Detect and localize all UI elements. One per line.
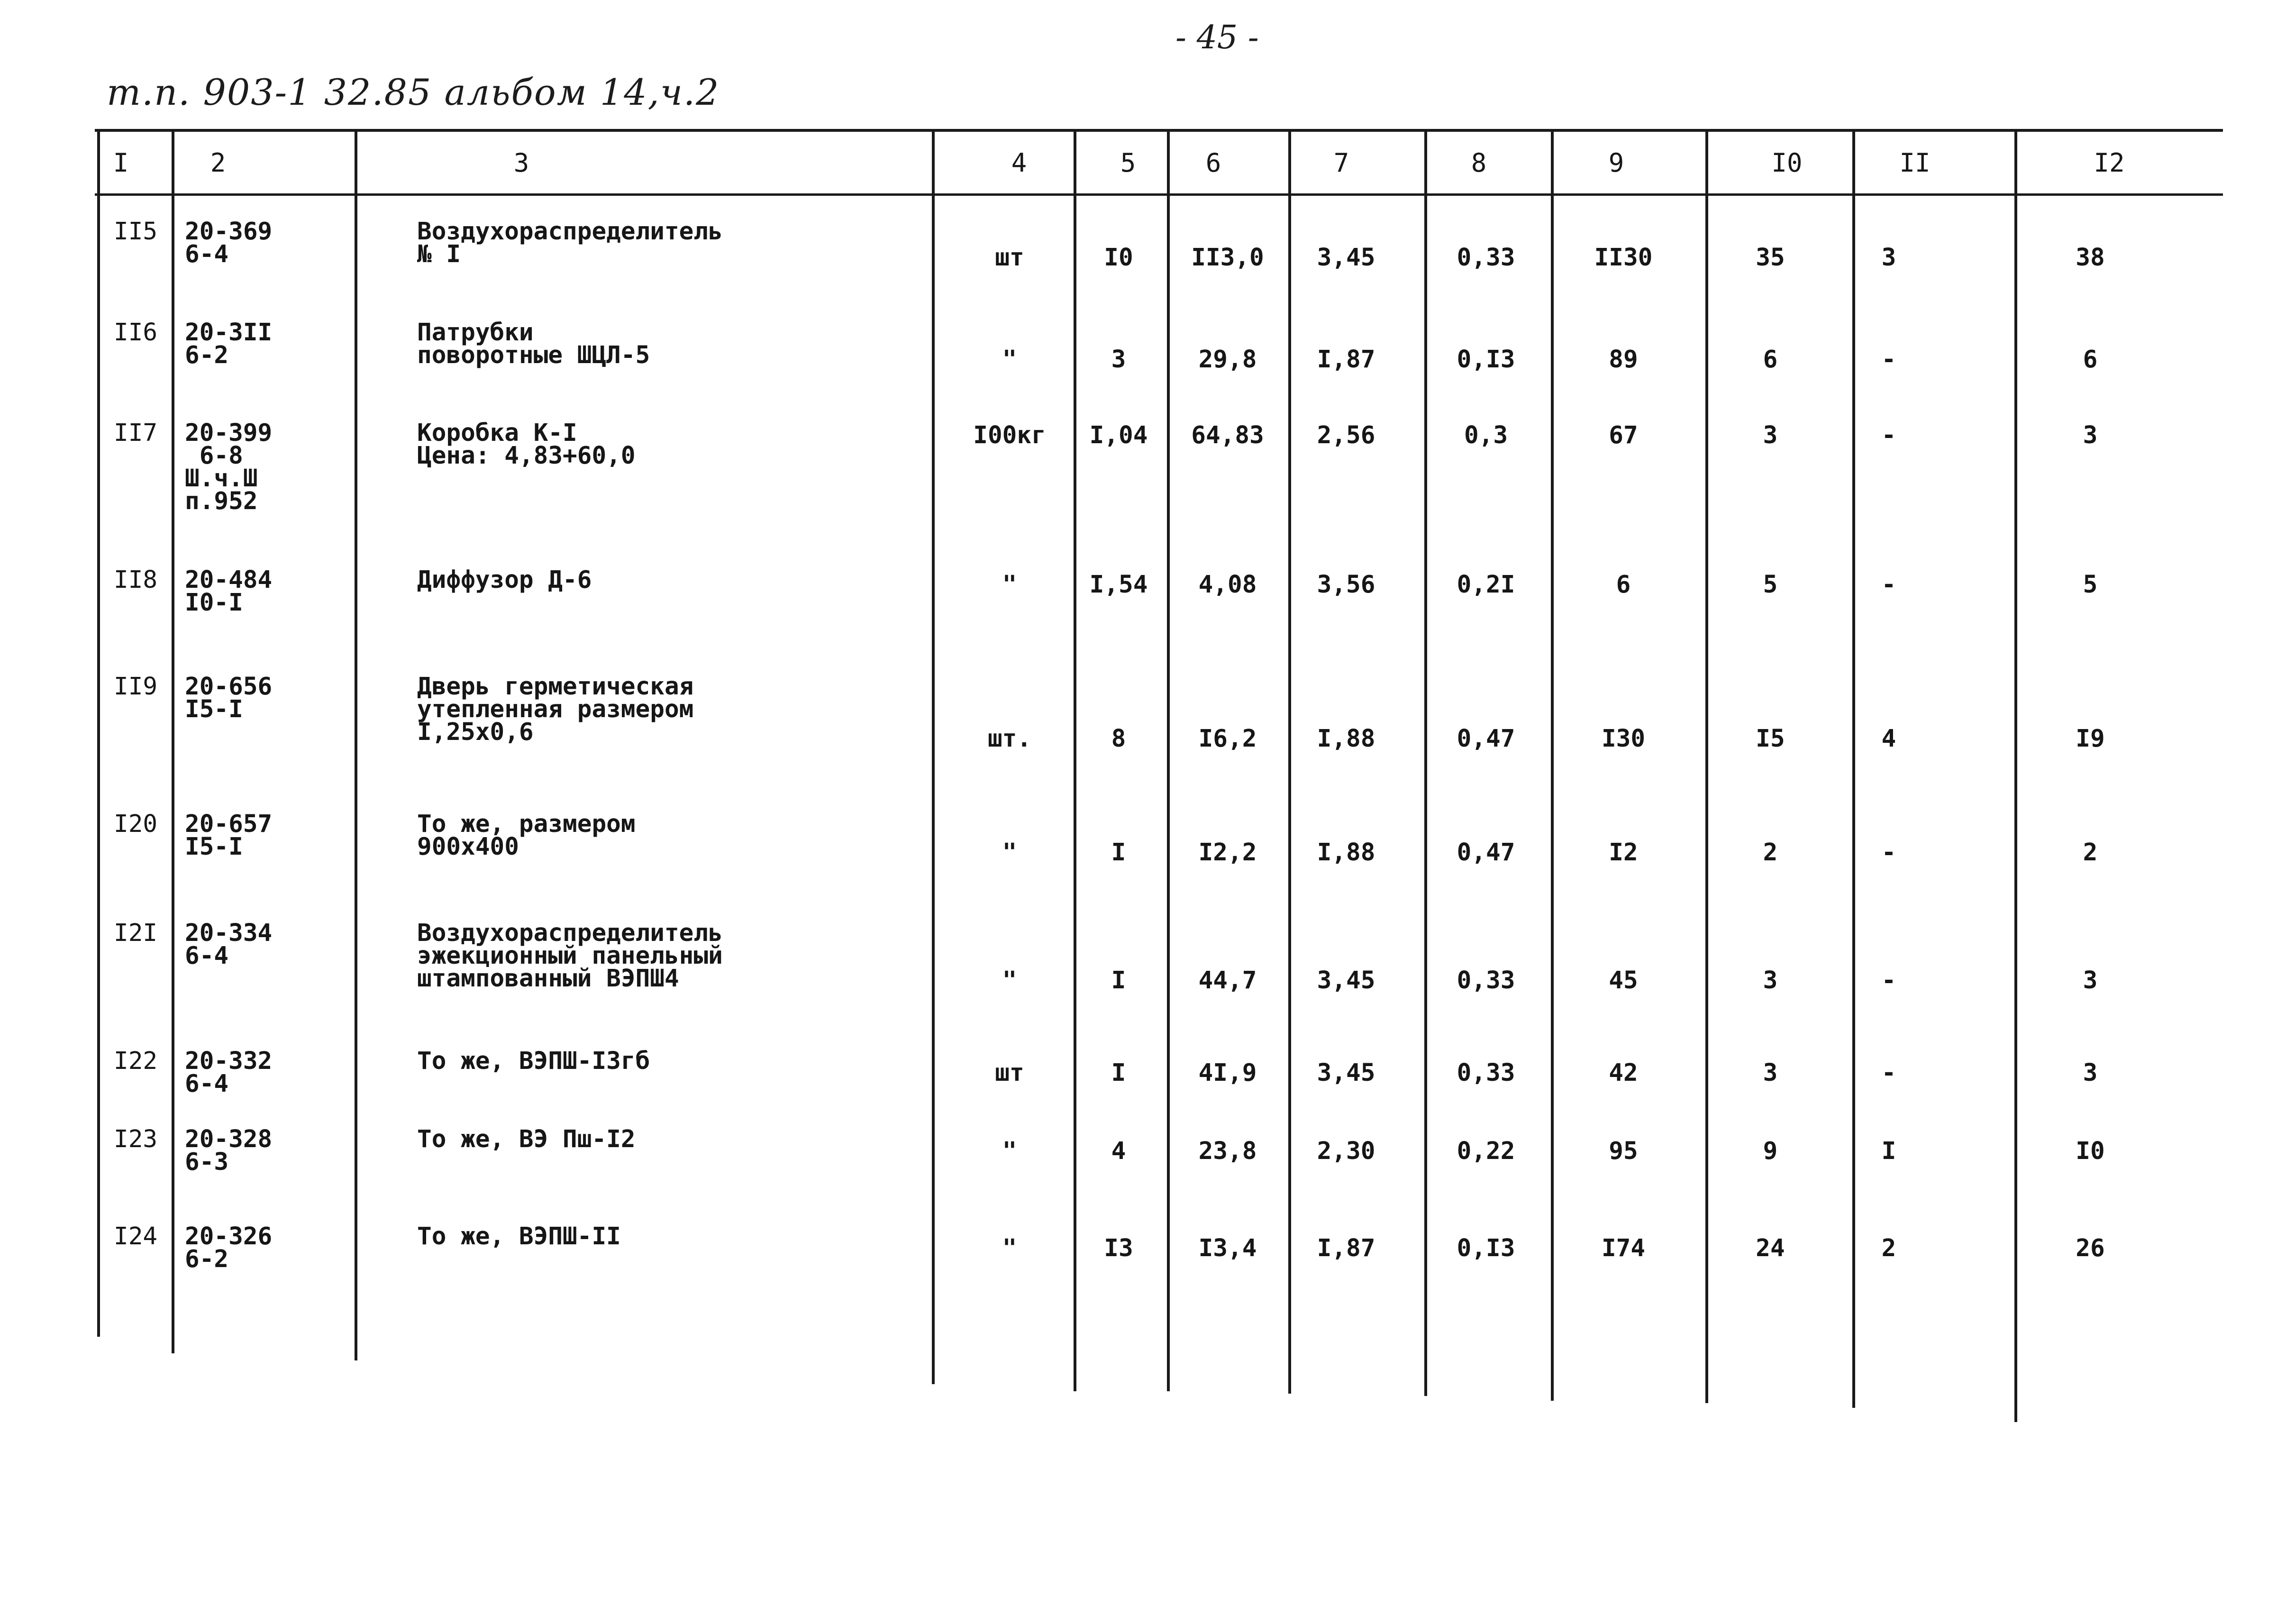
unit: "	[1002, 967, 1017, 994]
column-header: 8	[1471, 148, 1487, 178]
col-9-value: 95	[1609, 1137, 1638, 1165]
col-12-value: 26	[2076, 1234, 2105, 1262]
col-11-value: -	[1881, 1059, 1896, 1087]
column-header: II	[1899, 148, 1931, 178]
row-number: I2I	[114, 919, 158, 947]
col-8-value: 0,47	[1457, 839, 1515, 867]
col-7-value: 3,45	[1317, 967, 1375, 994]
norm-code: 20-484 I0-I	[185, 566, 273, 617]
column-header: 2	[210, 148, 226, 178]
col-9-value: 42	[1609, 1059, 1638, 1087]
col-6-value: I3,4	[1198, 1234, 1257, 1262]
column-divider	[1705, 129, 1708, 1403]
col-8-value: 0,3	[1464, 421, 1508, 449]
row-number: II9	[114, 673, 158, 701]
norm-code: 20-657 I5-I	[185, 810, 273, 861]
col-7-value: 3,56	[1317, 571, 1375, 599]
item-name: Коробка К-I Цена: 4,83+60,0	[417, 419, 636, 470]
col-8-value: 0,2I	[1457, 571, 1515, 599]
col-8-value: 0,22	[1457, 1137, 1515, 1165]
col-8-value: 0,33	[1457, 1059, 1515, 1087]
col-8-value: 0,I3	[1457, 1234, 1515, 1262]
col-6-value: 44,7	[1198, 967, 1257, 994]
column-header: 7	[1333, 148, 1349, 178]
column-header: 4	[1011, 148, 1027, 178]
col-11-value: I	[1881, 1137, 1896, 1165]
column-divider	[1852, 129, 1855, 1408]
column-divider	[1167, 129, 1170, 1391]
table-header-divider	[95, 193, 2223, 196]
col-7-value: 2,30	[1317, 1137, 1375, 1165]
column-divider	[1074, 129, 1076, 1391]
col-10-value: 2	[1763, 839, 1778, 867]
col-7-value: I,88	[1317, 839, 1375, 867]
column-divider	[172, 129, 174, 1353]
item-name: То же, размером 900х400	[417, 810, 636, 861]
norm-code: 20-369 6-4	[185, 218, 273, 268]
quantity: I	[1111, 1059, 1126, 1087]
col-10-value: 35	[1756, 244, 1785, 272]
col-7-value: I,87	[1317, 1234, 1375, 1262]
col-9-value: I2	[1609, 839, 1638, 867]
col-8-value: 0,33	[1457, 244, 1515, 272]
column-divider	[2014, 129, 2017, 1422]
table-top-border	[95, 129, 2223, 132]
col-11-value: 2	[1881, 1234, 1896, 1262]
row-number: I20	[114, 810, 158, 838]
unit: шт.	[987, 725, 1032, 753]
col-7-value: 3,45	[1317, 244, 1375, 272]
column-divider	[1424, 129, 1427, 1396]
item-name: То же, ВЭ Пш-I2	[417, 1125, 636, 1153]
col-7-value: I,88	[1317, 725, 1375, 753]
column-header: I	[113, 148, 129, 178]
col-8-value: 0,47	[1457, 725, 1515, 753]
quantity: I,04	[1089, 421, 1148, 449]
unit: "	[1002, 346, 1017, 374]
item-name: Воздухораспределитель эжекционный панельный штампованный ВЭПШ4	[417, 919, 723, 993]
unit: "	[1002, 1234, 1017, 1262]
col-9-value: 45	[1609, 967, 1638, 994]
unit: шт	[995, 244, 1024, 272]
col-11-value: -	[1881, 839, 1896, 867]
quantity: I3	[1104, 1234, 1133, 1262]
column-divider	[932, 129, 935, 1384]
col-9-value: II30	[1594, 244, 1653, 272]
col-6-value: I6,2	[1198, 725, 1257, 753]
col-12-value: 38	[2076, 244, 2105, 272]
item-name: То же, ВЭПШ-II	[417, 1223, 621, 1250]
norm-code: 20-326 6-2	[185, 1223, 273, 1273]
row-number: II5	[114, 218, 158, 246]
col-9-value: I30	[1601, 725, 1646, 753]
col-10-value: I5	[1756, 725, 1785, 753]
unit: шт	[995, 1059, 1024, 1087]
col-11-value: -	[1881, 967, 1896, 994]
document-reference: т.п. 903-1 32.85 альбом 14,ч.2	[107, 71, 720, 113]
col-10-value: 24	[1756, 1234, 1785, 1262]
quantity: I	[1111, 839, 1126, 867]
col-10-value: 5	[1763, 571, 1778, 599]
unit: "	[1002, 839, 1017, 867]
col-10-value: 3	[1763, 1059, 1778, 1087]
col-8-value: 0,33	[1457, 967, 1515, 994]
quantity: I	[1111, 967, 1126, 994]
page-number: - 45 -	[1175, 19, 1259, 56]
col-6-value: 64,83	[1191, 421, 1264, 449]
norm-code: 20-656 I5-I	[185, 673, 273, 723]
norm-code: 20-399 6-8 Ш.ч.Ш п.952	[185, 419, 273, 515]
unit: "	[1002, 571, 1017, 599]
col-11-value: -	[1881, 571, 1896, 599]
column-divider	[1288, 129, 1291, 1394]
column-divider	[97, 129, 100, 1337]
item-name: Дверь герметическая утепленная размером I,25х0,6	[417, 673, 694, 746]
col-11-value: 3	[1881, 244, 1896, 272]
col-11-value: -	[1881, 346, 1896, 374]
col-12-value: 3	[2083, 967, 2098, 994]
row-number: I23	[114, 1125, 158, 1153]
column-header: 5	[1120, 148, 1136, 178]
col-10-value: 3	[1763, 421, 1778, 449]
quantity: 8	[1111, 725, 1126, 753]
norm-code: 20-334 6-4	[185, 919, 273, 970]
column-header: I0	[1771, 148, 1803, 178]
col-12-value: 6	[2083, 346, 2098, 374]
col-6-value: 4I,9	[1198, 1059, 1257, 1087]
col-11-value: 4	[1881, 725, 1896, 753]
col-8-value: 0,I3	[1457, 346, 1515, 374]
col-12-value: 3	[2083, 421, 2098, 449]
item-name: Диффузор Д-6	[417, 566, 592, 594]
col-6-value: II3,0	[1191, 244, 1264, 272]
col-12-value: 2	[2083, 839, 2098, 867]
col-9-value: I74	[1601, 1234, 1646, 1262]
col-11-value: -	[1881, 421, 1896, 449]
col-10-value: 3	[1763, 967, 1778, 994]
column-header: 3	[513, 148, 529, 178]
norm-code: 20-332 6-4	[185, 1047, 273, 1098]
col-12-value: 5	[2083, 571, 2098, 599]
col-10-value: 6	[1763, 346, 1778, 374]
col-12-value: 3	[2083, 1059, 2098, 1087]
row-number: II7	[114, 419, 158, 447]
norm-code: 20-328 6-3	[185, 1125, 273, 1176]
quantity: I,54	[1089, 571, 1148, 599]
col-6-value: 23,8	[1198, 1137, 1257, 1165]
col-6-value: 29,8	[1198, 346, 1257, 374]
row-number: I24	[114, 1223, 158, 1250]
col-7-value: 2,56	[1317, 421, 1375, 449]
quantity: 3	[1111, 346, 1126, 374]
col-6-value: I2,2	[1198, 839, 1257, 867]
col-7-value: I,87	[1317, 346, 1375, 374]
column-divider	[355, 129, 357, 1360]
col-12-value: I9	[2076, 725, 2105, 753]
col-12-value: I0	[2076, 1137, 2105, 1165]
col-9-value: 89	[1609, 346, 1638, 374]
norm-code: 20-3II 6-2	[185, 319, 273, 369]
col-7-value: 3,45	[1317, 1059, 1375, 1087]
column-header: 6	[1205, 148, 1221, 178]
unit: I00кг	[973, 421, 1046, 449]
column-header: I2	[2094, 148, 2125, 178]
row-number: II8	[114, 566, 158, 594]
col-10-value: 9	[1763, 1137, 1778, 1165]
item-name: Патрубки поворотные ШЦЛ-5	[417, 319, 650, 369]
column-header: 9	[1608, 148, 1624, 178]
col-9-value: 6	[1616, 571, 1631, 599]
quantity: 4	[1111, 1137, 1126, 1165]
col-9-value: 67	[1609, 421, 1638, 449]
row-number: I22	[114, 1047, 158, 1075]
quantity: I0	[1104, 244, 1133, 272]
col-6-value: 4,08	[1198, 571, 1257, 599]
unit: "	[1002, 1137, 1017, 1165]
row-number: II6	[114, 319, 158, 347]
item-name: То же, ВЭПШ-I3гб	[417, 1047, 650, 1075]
item-name: Воздухораспределитель № I	[417, 218, 723, 268]
column-divider	[1551, 129, 1554, 1401]
